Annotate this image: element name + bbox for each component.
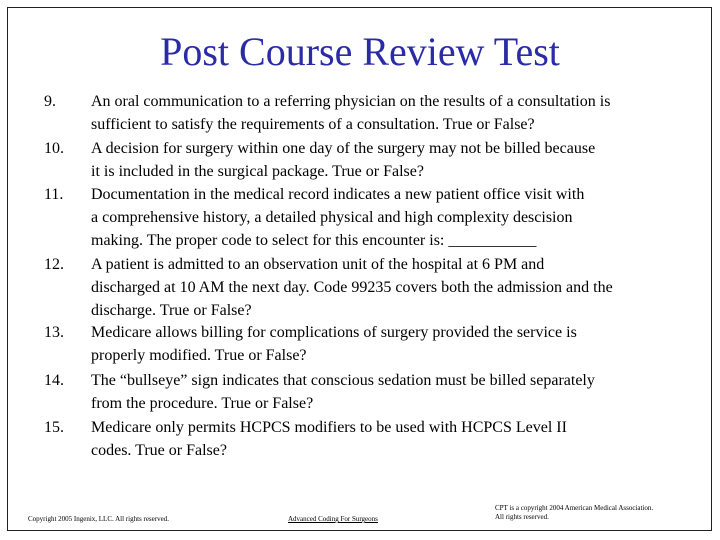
question-text: Medicare allows billing for complications of surgery provided the service is properly modified. True or False? bbox=[91, 324, 577, 364]
question-number: 12. bbox=[44, 256, 64, 273]
question-text: An oral communication to a referring physician on the results of a consultation is sufficient to satisfy the requirements of a consultation. True or False? bbox=[91, 93, 611, 133]
question-text: A patient is admitted to an observation unit of the hospital at 6 PM and discharged at 10 AM the next day. Code 99235 covers both the admission and the discharge. True or False? bbox=[91, 256, 613, 319]
question-text: Documentation in the medical record indicates a new patient office visit with a comprehensive history, a detailed physical and high complexity descision making. The proper code to select for this encounter is: ___________ bbox=[91, 186, 585, 249]
question-number: 14. bbox=[44, 372, 64, 389]
question-number: 13. bbox=[44, 324, 64, 341]
question-number: 10. bbox=[44, 140, 64, 157]
footer-copyright: Copyright 2005 Ingenix, LLC. All rights reserved. bbox=[28, 515, 169, 523]
question-text: A decision for surgery within one day of the surgery may not be billed because it is included in the surgical package. True or False? bbox=[91, 140, 596, 180]
page-title: Post Course Review Test bbox=[160, 29, 560, 74]
question-number: 15. bbox=[44, 419, 64, 436]
footer-course-link[interactable]: Advanced Coding For Surgeons bbox=[288, 515, 378, 523]
footer-cpt-notice: CPT is a copyright 2004 American Medical Association. All rights reserved. bbox=[495, 504, 654, 521]
question-text: Medicare only permits HCPCS modifiers to be used with HCPCS Level II codes. True or False? bbox=[91, 419, 567, 459]
question-number: 9. bbox=[44, 93, 56, 110]
question-text: The “bullseye” sign indicates that conscious sedation must be billed separately from the procedure. True or False? bbox=[91, 372, 595, 412]
question-number: 11. bbox=[44, 186, 64, 203]
